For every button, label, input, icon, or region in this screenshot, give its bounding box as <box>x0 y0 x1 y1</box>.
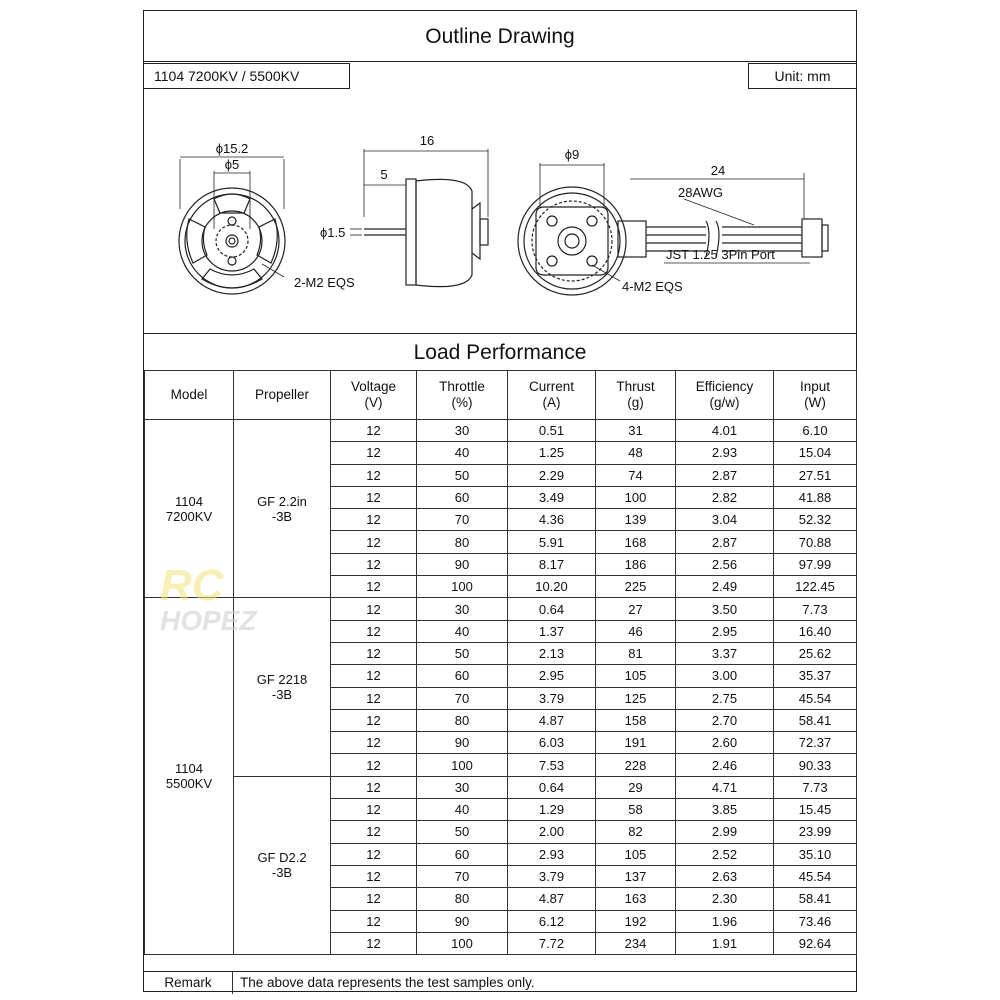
table-cell: 46 <box>596 620 676 642</box>
remark-label: Remark <box>144 972 233 994</box>
table-cell: 80 <box>417 888 508 910</box>
model-label: 1104 7200KV / 5500KV <box>144 63 350 89</box>
table-cell: 6.12 <box>508 910 596 932</box>
cell-line2: -3B <box>271 508 293 524</box>
table-cell: 70.88 <box>774 531 857 553</box>
table-cell: 4.87 <box>508 888 596 910</box>
table-cell: 7.73 <box>774 776 857 798</box>
remark-row <box>144 971 856 994</box>
table-cell: 92.64 <box>774 932 857 954</box>
table-cell: 40 <box>417 442 508 464</box>
table-cell: 58.41 <box>774 888 857 910</box>
table-cell: 74 <box>596 464 676 486</box>
table-cell: 58 <box>596 799 676 821</box>
column-header-line1: Thrust <box>616 379 655 394</box>
table-cell: 29 <box>596 776 676 798</box>
table-cell: 2.30 <box>676 888 774 910</box>
table-cell: 2.13 <box>508 642 596 664</box>
column-header <box>417 371 508 420</box>
table-cell: 12 <box>331 598 417 620</box>
column-header <box>596 371 676 420</box>
dim-outer-diameter: ϕ15.2 <box>215 141 249 156</box>
table-cell: 81 <box>596 642 676 664</box>
table-cell: 3.85 <box>676 799 774 821</box>
table-cell: 12 <box>331 799 417 821</box>
table-cell: 50 <box>417 464 508 486</box>
table-cell: 234 <box>596 932 676 954</box>
dim-shaft-diameter: ϕ1.5 <box>320 225 346 240</box>
dim-wire-gauge: 28AWG <box>678 185 724 200</box>
table-cell: 2.49 <box>676 576 774 598</box>
table-cell: 1.91 <box>676 932 774 954</box>
table-cell: 60 <box>417 486 508 508</box>
table-cell: 4.36 <box>508 509 596 531</box>
table-cell: 90.33 <box>774 754 857 776</box>
table-cell: 100 <box>417 932 508 954</box>
table-cell: 1.29 <box>508 799 596 821</box>
table-cell: 191 <box>596 732 676 754</box>
table-cell: 122.45 <box>774 576 857 598</box>
table-cell: 70 <box>417 865 508 887</box>
table-cell: 7.72 <box>508 932 596 954</box>
table-cell: 4.87 <box>508 709 596 731</box>
cell-line1: 1104 <box>175 761 203 777</box>
propeller-cell <box>234 420 331 598</box>
table-header-row <box>145 371 857 420</box>
table-cell: 12 <box>331 576 417 598</box>
table-cell: 70 <box>417 687 508 709</box>
table-cell: 3.50 <box>676 598 774 620</box>
table-cell: 6.10 <box>774 420 857 442</box>
table-cell: 3.79 <box>508 687 596 709</box>
cell-line1: GF D2.2 <box>257 850 307 866</box>
table-cell: 225 <box>596 576 676 598</box>
table-cell: 12 <box>331 910 417 932</box>
table-cell: 2.29 <box>508 464 596 486</box>
table-cell: 4.71 <box>676 776 774 798</box>
table-cell: 125 <box>596 687 676 709</box>
table-cell: 50 <box>417 821 508 843</box>
table-cell: 12 <box>331 754 417 776</box>
table-cell: 12 <box>331 420 417 442</box>
table-cell: 2.00 <box>508 821 596 843</box>
table-cell: 2.52 <box>676 843 774 865</box>
table-cell: 73.46 <box>774 910 857 932</box>
table-cell: 58.41 <box>774 709 857 731</box>
table-cell: 12 <box>331 776 417 798</box>
table-cell: 7.53 <box>508 754 596 776</box>
motor-bottom-view <box>518 163 828 295</box>
table-cell: 2.87 <box>676 531 774 553</box>
table-cell: 12 <box>331 932 417 954</box>
table-cell: 105 <box>596 665 676 687</box>
table-cell: 1.96 <box>676 910 774 932</box>
table-cell: 2.95 <box>508 665 596 687</box>
table-cell: 25.62 <box>774 642 857 664</box>
cell-line1: 1104 <box>175 493 203 509</box>
table-cell: 82 <box>596 821 676 843</box>
cell-line2: 7200KV <box>165 508 213 524</box>
table-cell: 90 <box>417 910 508 932</box>
table-cell: 3.00 <box>676 665 774 687</box>
column-header-unit: (g) <box>627 395 644 410</box>
column-header-line1: Voltage <box>350 379 397 394</box>
table-cell: 12 <box>331 620 417 642</box>
column-header <box>331 371 417 420</box>
table-cell: 12 <box>331 665 417 687</box>
table-row <box>145 598 857 620</box>
table-cell: 16.40 <box>774 620 857 642</box>
table-cell: 192 <box>596 910 676 932</box>
table-cell: 80 <box>417 709 508 731</box>
cell-line2: -3B <box>271 687 293 703</box>
table-cell: 35.10 <box>774 843 857 865</box>
table-cell: 72.37 <box>774 732 857 754</box>
table-cell: 41.88 <box>774 486 857 508</box>
model-cell <box>145 598 234 955</box>
table-cell: 100 <box>417 576 508 598</box>
table-cell: 3.37 <box>676 642 774 664</box>
column-header <box>234 371 331 420</box>
dim-connector: JST 1.25 3Pin Port <box>666 247 775 262</box>
table-cell: 12 <box>331 732 417 754</box>
table-cell: 228 <box>596 754 676 776</box>
table-cell: 137 <box>596 865 676 887</box>
table-cell: 100 <box>417 754 508 776</box>
column-header <box>774 371 857 420</box>
table-cell: 168 <box>596 531 676 553</box>
table-cell: 40 <box>417 799 508 821</box>
table-cell: 1.25 <box>508 442 596 464</box>
column-header-line1: Propeller <box>254 387 310 402</box>
table-cell: 5.91 <box>508 531 596 553</box>
column-header-line1: Input <box>799 379 831 394</box>
table-cell: 2.60 <box>676 732 774 754</box>
table-cell: 139 <box>596 509 676 531</box>
column-header-line1: Efficiency <box>695 379 754 394</box>
table-cell: 2.95 <box>676 620 774 642</box>
dim-inner-diameter: ϕ5 <box>224 157 240 172</box>
table-cell: 12 <box>331 464 417 486</box>
table-cell: 12 <box>331 821 417 843</box>
table-cell: 6.03 <box>508 732 596 754</box>
table-cell: 0.51 <box>508 420 596 442</box>
table-cell: 2.93 <box>676 442 774 464</box>
table-cell: 0.64 <box>508 776 596 798</box>
table-cell: 12 <box>331 888 417 910</box>
propeller-cell <box>234 776 331 954</box>
column-header-line1: Throttle <box>439 379 485 394</box>
propeller-cell <box>234 598 331 776</box>
table-cell: 2.82 <box>676 486 774 508</box>
table-cell: 60 <box>417 843 508 865</box>
table-cell: 12 <box>331 442 417 464</box>
column-header-unit: (g/w) <box>709 395 740 410</box>
cell-line2: 5500KV <box>165 776 213 792</box>
column-header-unit: (A) <box>542 395 561 410</box>
table-cell: 30 <box>417 598 508 620</box>
table-cell: 0.64 <box>508 598 596 620</box>
table-cell: 2.46 <box>676 754 774 776</box>
table-row <box>145 420 857 442</box>
spec-sheet <box>143 10 857 992</box>
table-row <box>145 776 857 798</box>
table-cell: 12 <box>331 843 417 865</box>
table-cell: 7.73 <box>774 598 857 620</box>
table-cell: 3.49 <box>508 486 596 508</box>
cell-line2: -3B <box>271 865 293 881</box>
table-cell: 2.75 <box>676 687 774 709</box>
table-cell: 97.99 <box>774 553 857 575</box>
table-cell: 15.45 <box>774 799 857 821</box>
column-header-unit: (V) <box>364 395 383 410</box>
table-cell: 45.54 <box>774 687 857 709</box>
dim-screws-bottom: 4-M2 EQS <box>622 279 683 294</box>
motor-side-view <box>350 149 488 287</box>
table-cell: 163 <box>596 888 676 910</box>
table-cell: 45.54 <box>774 865 857 887</box>
cell-line1: GF 2.2in <box>257 493 307 509</box>
table-cell: 12 <box>331 687 417 709</box>
table-cell: 2.93 <box>508 843 596 865</box>
table-cell: 90 <box>417 732 508 754</box>
table-cell: 90 <box>417 553 508 575</box>
table-cell: 186 <box>596 553 676 575</box>
column-header-unit: (W) <box>804 395 826 410</box>
table-cell: 27.51 <box>774 464 857 486</box>
table-cell: 70 <box>417 509 508 531</box>
table-cell: 40 <box>417 620 508 642</box>
table-cell: 12 <box>331 709 417 731</box>
table-cell: 2.63 <box>676 865 774 887</box>
dim-base-diameter: ϕ9 <box>564 147 580 162</box>
column-header-line1: Model <box>170 387 208 402</box>
remark-text: The above data represents the test samples only. <box>240 975 535 990</box>
table-cell: 105 <box>596 843 676 865</box>
dim-shaft-length: 5 <box>380 167 388 182</box>
table-cell: 4.01 <box>676 420 774 442</box>
dim-length: 16 <box>419 133 435 148</box>
svg-text:RC: RC <box>160 561 224 610</box>
table-cell: 23.99 <box>774 821 857 843</box>
divider <box>144 333 856 334</box>
load-title: Load Performance <box>413 341 587 364</box>
divider <box>144 61 856 62</box>
column-header-unit: (%) <box>451 395 473 410</box>
table-cell: 2.70 <box>676 709 774 731</box>
table-cell: 3.79 <box>508 865 596 887</box>
table-cell: 1.37 <box>508 620 596 642</box>
dim-screws-top: 2-M2 EQS <box>294 275 355 290</box>
table-cell: 2.56 <box>676 553 774 575</box>
table-cell: 52.32 <box>774 509 857 531</box>
table-cell: 12 <box>331 553 417 575</box>
performance-table <box>144 370 857 955</box>
table-cell: 12 <box>331 531 417 553</box>
table-cell: 12 <box>331 642 417 664</box>
outline-drawing <box>144 89 856 331</box>
table-cell: 8.17 <box>508 553 596 575</box>
column-header <box>676 371 774 420</box>
column-header-line1: Current <box>528 379 574 394</box>
outline-title: Outline Drawing <box>425 25 575 48</box>
table-cell: 2.99 <box>676 821 774 843</box>
table-cell: 27 <box>596 598 676 620</box>
table-cell: 12 <box>331 486 417 508</box>
table-cell: 3.04 <box>676 509 774 531</box>
motor-front-view <box>179 157 285 294</box>
cell-line1: GF 2218 <box>256 672 308 688</box>
table-cell: 80 <box>417 531 508 553</box>
column-header <box>145 371 234 420</box>
table-cell: 48 <box>596 442 676 464</box>
table-cell: 12 <box>331 509 417 531</box>
table-cell: 15.04 <box>774 442 857 464</box>
dim-lead-length: 24 <box>710 163 726 178</box>
table-cell: 30 <box>417 420 508 442</box>
table-cell: 31 <box>596 420 676 442</box>
table-cell: 60 <box>417 665 508 687</box>
table-cell: 10.20 <box>508 576 596 598</box>
table-cell: 158 <box>596 709 676 731</box>
column-header <box>508 371 596 420</box>
table-cell: 12 <box>331 865 417 887</box>
unit-label: Unit: mm <box>748 63 856 89</box>
table-cell: 100 <box>596 486 676 508</box>
model-cell <box>145 420 234 598</box>
table-cell: 50 <box>417 642 508 664</box>
table-cell: 30 <box>417 776 508 798</box>
svg-text:HOPEZ: HOPEZ <box>160 605 257 636</box>
table-cell: 35.37 <box>774 665 857 687</box>
table-cell: 2.87 <box>676 464 774 486</box>
